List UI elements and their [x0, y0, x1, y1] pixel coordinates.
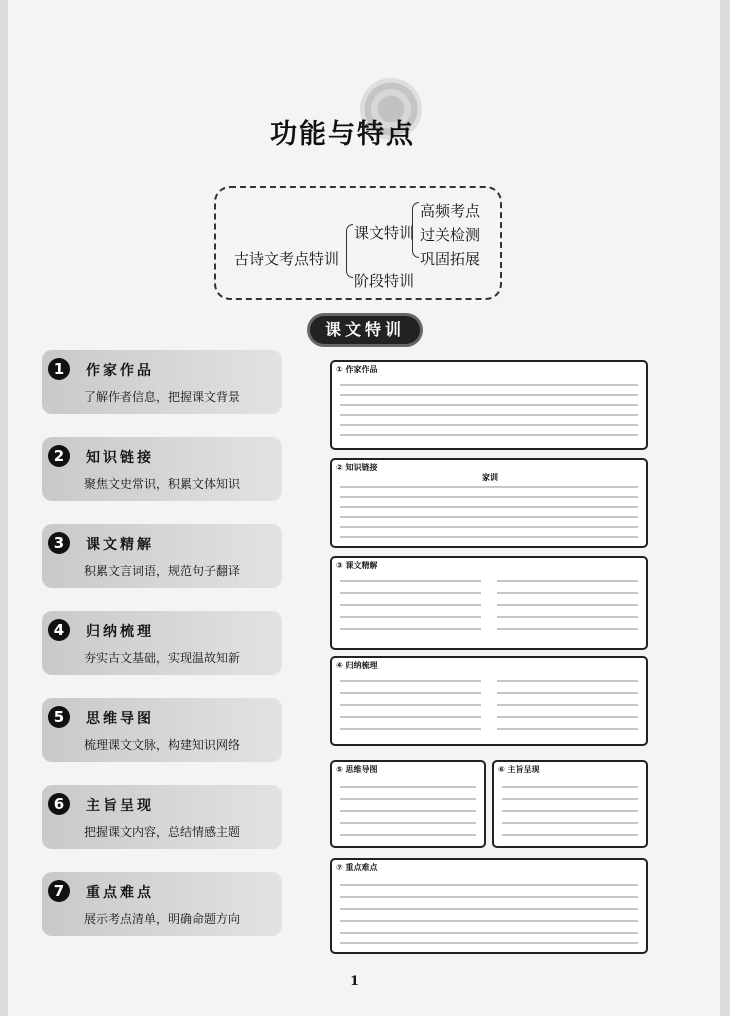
feature-desc: 积累文言词语，规范句子翻译 [83, 564, 240, 578]
thumb-label: ③ 课文精解 [336, 561, 378, 570]
structure-root: 古诗文考点特训 [234, 250, 340, 268]
thumb-label: ① 作家作品 [336, 365, 378, 374]
feature-title: 作家作品 [86, 363, 154, 379]
feature-number: 6 [48, 793, 70, 815]
feature-title: 主旨呈现 [86, 798, 154, 814]
feature-title: 归纳梳理 [86, 624, 154, 640]
thumb-label: ② 知识链接 [336, 463, 378, 472]
structure-leaf-3: 巩固拓展 [420, 250, 481, 268]
thumb-mindmap [330, 760, 486, 848]
feature-number: 4 [48, 619, 70, 641]
feature-number: 5 [48, 706, 70, 728]
thumb-label: ④ 归纳梳理 [336, 661, 378, 670]
brace-left [346, 224, 353, 278]
thumb-explanation [330, 556, 648, 650]
section-banner: 课文特训 [310, 316, 420, 344]
feature-card-1 [42, 350, 282, 414]
feature-number: 7 [48, 880, 70, 902]
page-title: 功能与特点 [270, 119, 415, 150]
feature-card-2 [42, 437, 282, 501]
feature-desc: 了解作者信息，把握课文背景 [83, 390, 240, 404]
feature-number: 1 [48, 358, 70, 380]
structure-branch-2: 阶段特训 [354, 272, 415, 290]
feature-title: 重点难点 [86, 885, 154, 901]
feature-card-5 [42, 698, 282, 762]
structure-leaf-2: 过关检测 [420, 226, 481, 244]
page [8, 0, 720, 1016]
structure-diagram [214, 186, 502, 300]
feature-card-3 [42, 524, 282, 588]
thumb-author [330, 360, 648, 450]
brace-right [412, 202, 419, 258]
feature-title: 课文精解 [86, 537, 154, 553]
feature-number: 2 [48, 445, 70, 467]
feature-desc: 夯实古文基础，实现温故知新 [83, 651, 240, 665]
feature-desc: 梳理课文文脉，构建知识网络 [83, 738, 240, 752]
feature-desc: 展示考点清单，明确命题方向 [83, 912, 240, 926]
thumb-sublabel: 家训 [482, 473, 498, 482]
page-number: 1 [350, 974, 360, 989]
thumb-keypoints [330, 858, 648, 954]
thumb-label: ⑦ 重点难点 [336, 863, 378, 872]
structure-leaf-1: 高频考点 [420, 202, 481, 220]
thumb-knowledge [330, 458, 648, 548]
feature-desc: 聚焦文史常识，积累文体知识 [83, 477, 240, 491]
feature-title: 知识链接 [86, 450, 154, 466]
feature-title: 思维导图 [86, 711, 154, 727]
feature-card-4 [42, 611, 282, 675]
thumb-label: ⑥ 主旨呈现 [498, 765, 540, 774]
thumb-summary [330, 656, 648, 746]
feature-card-7 [42, 872, 282, 936]
feature-card-6 [42, 785, 282, 849]
thumb-theme [492, 760, 648, 848]
structure-branch-1: 课文特训 [354, 224, 415, 242]
feature-number: 3 [48, 532, 70, 554]
thumb-label: ⑤ 思维导图 [336, 765, 378, 774]
feature-desc: 把握课文内容，总结情感主题 [83, 825, 240, 839]
